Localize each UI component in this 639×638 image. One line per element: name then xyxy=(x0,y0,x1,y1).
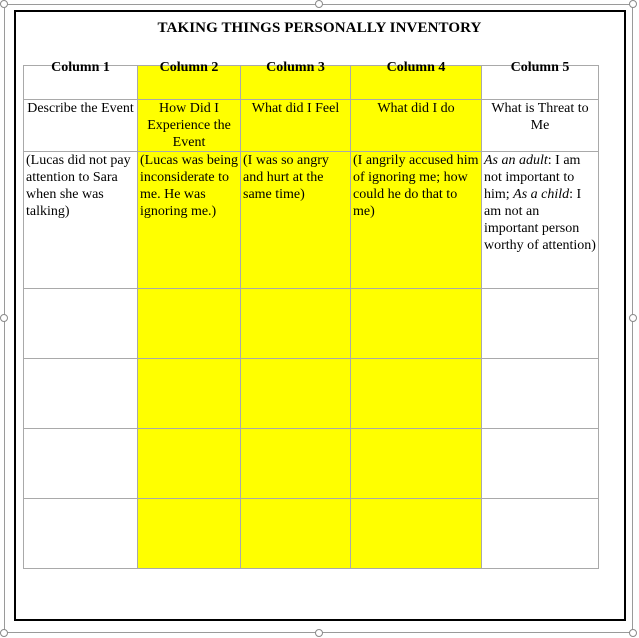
child-text: : I am not an important person worthy of attention) xyxy=(484,187,596,253)
resize-handle-left[interactable] xyxy=(0,314,8,322)
blank-cell[interactable] xyxy=(351,359,482,429)
document-title: TAKING THINGS PERSONALLY INVENTORY xyxy=(157,20,482,36)
example-row xyxy=(24,152,599,289)
description-row xyxy=(24,100,599,152)
blank-cell[interactable] xyxy=(24,429,138,499)
blank-cell[interactable] xyxy=(241,429,351,499)
description-cell-column-3: What did I Feel xyxy=(241,100,351,152)
header-cell-column-1: Column 1 xyxy=(24,66,138,100)
blank-cell[interactable] xyxy=(138,429,241,499)
blank-cell[interactable] xyxy=(241,289,351,359)
resize-handle-bottom-right[interactable] xyxy=(629,629,637,637)
blank-cell[interactable] xyxy=(24,499,138,569)
header-cell-column-5: Column 5 xyxy=(482,66,599,100)
blank-cell[interactable] xyxy=(482,499,599,569)
description-cell-column-2: How Did I Experience the Event xyxy=(138,100,241,152)
blank-cell[interactable] xyxy=(482,289,599,359)
blank-cell[interactable] xyxy=(351,429,482,499)
example-cell-column-4: (I angrily accused him of ignoring me; how could he do that to me) xyxy=(351,152,482,289)
example-cell-column-3: (I was so angry and hurt at the same time) xyxy=(241,152,351,289)
child-label: As a child xyxy=(513,187,570,202)
blank-cell[interactable] xyxy=(482,359,599,429)
header-row xyxy=(24,66,599,100)
resize-handle-top[interactable] xyxy=(315,0,323,8)
resize-handle-top-right[interactable] xyxy=(629,0,637,8)
description-cell-column-1: Describe the Event xyxy=(24,100,138,152)
header-cell-column-3: Column 3 xyxy=(241,66,351,100)
header-cell-column-2: Column 2 xyxy=(138,66,241,100)
blank-row xyxy=(24,359,599,429)
example-cell-column-5 xyxy=(482,152,599,289)
adult-text: : I am not important to him; xyxy=(484,153,581,202)
resize-handle-right[interactable] xyxy=(629,314,637,322)
blank-row xyxy=(24,499,599,569)
inventory-table xyxy=(23,60,599,569)
header-cell-column-4: Column 4 xyxy=(351,66,482,100)
blank-cell[interactable] xyxy=(482,429,599,499)
resize-handle-top-left[interactable] xyxy=(0,0,8,8)
blank-cell[interactable] xyxy=(138,359,241,429)
adult-label: As an adult xyxy=(484,153,548,168)
blank-cell[interactable] xyxy=(241,499,351,569)
example-cell-column-2: (Lucas was being inconsiderate to me. He was ignoring me.) xyxy=(138,152,241,289)
blank-cell[interactable] xyxy=(351,499,482,569)
example-cell-column-1: (Lucas did not pay attention to Sara when she was talking) xyxy=(24,152,138,289)
blank-cell[interactable] xyxy=(24,289,138,359)
description-cell-column-4: What did I do xyxy=(351,100,482,152)
blank-cell[interactable] xyxy=(24,359,138,429)
blank-cell[interactable] xyxy=(241,359,351,429)
blank-row xyxy=(24,429,599,499)
description-cell-column-5: What is Threat to Me xyxy=(482,100,599,152)
blank-row xyxy=(24,289,599,359)
resize-handle-bottom[interactable] xyxy=(315,629,323,637)
blank-cell[interactable] xyxy=(351,289,482,359)
resize-handle-bottom-left[interactable] xyxy=(0,629,8,637)
blank-cell[interactable] xyxy=(138,499,241,569)
blank-cell[interactable] xyxy=(138,289,241,359)
